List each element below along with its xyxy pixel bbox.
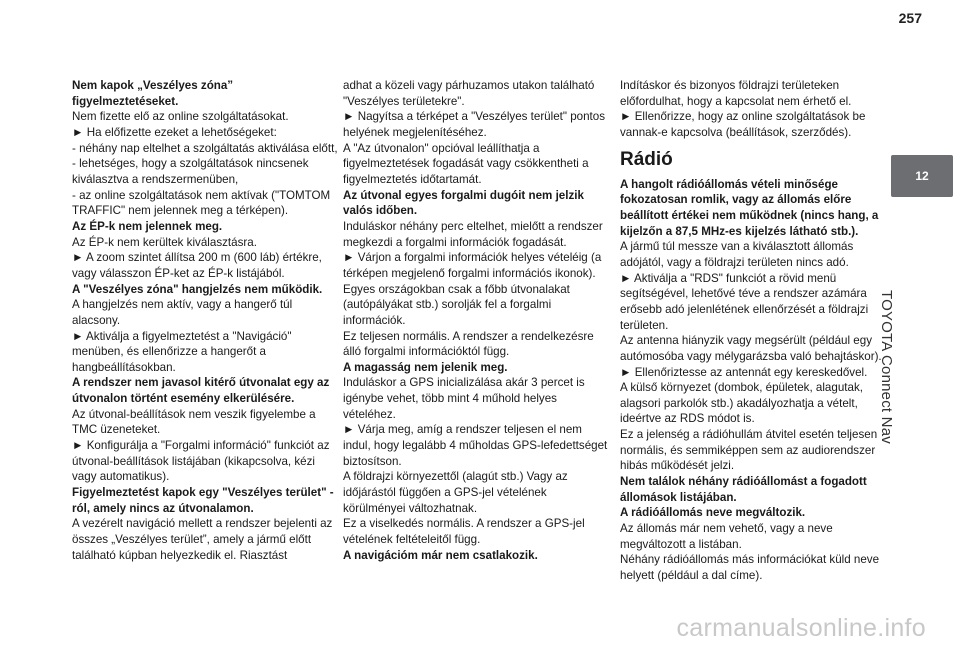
paragraph: ► Ha előfizette ezeket a lehetőségeket: [72, 125, 277, 139]
question-heading: Nem találok néhány rádióállomást a fogadott állomások listájában. [620, 475, 867, 504]
text-column-1 [72, 78, 340, 563]
paragraph: ► Aktiválja a "RDS" funkciót a rövid menü segítségével, lehetővé téve a rendszer azámára erősebb adó jelenlétének ellenőrzését a földrajzi területen. [620, 271, 869, 332]
paragraph: ► Ellenőriztesse az antennát egy kereskedővel. [620, 365, 868, 379]
question-heading: Az ÉP-k nem jelennek meg. [72, 219, 223, 233]
text-column-2 [343, 78, 611, 563]
question-heading: A rendszer nem javasol kitérő útvonalat egy az útvonalon történt esemény elkerülésére. [72, 376, 330, 406]
paragraph: Egyes országokban csak a főbb útvonalakat (autópályákat stb.) sorolják fel a forgalmi információk. [343, 282, 570, 327]
paragraph: A "Az útvonalon" opcióval leállíthatja a figyelmeztetések fogadását vagy csökkentheti a figyelmeztetés időtartamát. [343, 141, 589, 186]
page-number: 257 [898, 10, 922, 26]
paragraph: - lehetséges, hogy a szolgáltatások nincsenek kiválasztva a rendszermenüben, [72, 157, 309, 186]
question-heading: A "Veszélyes zóna" hangjelzés nem működik. [72, 282, 323, 296]
paragraph: Ez a jelenség a rádióhullám átvitel esetén teljesen normális, és semmiképpen sem az audiorendszer hibás működését jelzi. [620, 428, 878, 473]
paragraph: A külső környezet (dombok, épületek, alagutak, alagsori parkolók stb.) akadályozhatja a vételt, ideértve az RDS módot is. [620, 381, 863, 426]
chapter-number: 12 [915, 169, 929, 183]
paragraph: ► Aktiválja a figyelmeztetést a "Navigáció" menüben, és ellenőrizze a hangerőt a hangbeállításokban. [72, 329, 292, 374]
paragraph: ► Várjon a forgalmi információk helyes vételéig (a térképen megjelenő forgalmi információs ikonok). [343, 251, 602, 280]
paragraph: - az online szolgáltatások nem aktívak ("TOMTOM TRAFFIC" nem jelennek meg a térképen). [72, 188, 331, 218]
paragraph: A földrajzi környezettől (alagút stb.) Vagy az időjárástól függően a GPS-jel vételének körülményei változhatnak. [343, 470, 568, 515]
question-heading: Nem kapok „Veszélyes zóna” figyelmeztetéseket. [72, 79, 234, 108]
question-heading: A rádióállomás neve megváltozik. [620, 506, 806, 520]
chapter-title: TOYOTA Connect Nav [878, 290, 895, 444]
question-heading: Figyelmeztetést kapok egy "Veszélyes terület" -ról, amely nincs az útvonalamon. [72, 486, 334, 515]
paragraph: A jármű túl messze van a kiválasztott állomás adójától, vagy a földrajzi területen nincs adó. [620, 240, 854, 269]
paragraph: Ez teljesen normális. A rendszer a rendelkezésre álló forgalmi információktól függ. [343, 329, 594, 359]
paragraph: A hangjelzés nem aktív, vagy a hangerő túl alacsony. [72, 298, 293, 327]
paragraph: ► Konfigurálja a "Forgalmi információ" funkciót az útvonal-beállítások listájában (kikapcsolva, kézi vagy automatikus). [72, 439, 330, 484]
question-heading: A navigációm már nem csatlakozik. [343, 548, 538, 562]
paragraph: Induláskor néhány perc eltelhet, mielőtt a rendszer megkezdi a forgalmi információk fogadását. [343, 219, 603, 249]
paragraph: ► Nagyítsa a térképet a "Veszélyes terület" pontos helyének megjelenítéséhez. [343, 110, 606, 139]
paragraph: adhat a közeli vagy párhuzamos utakon található "Veszélyes területekre". [343, 79, 595, 108]
text-column-3 [620, 78, 888, 584]
question-heading: A magasság nem jelenik meg. [343, 360, 508, 374]
paragraph: ► A zoom szintet állítsa 200 m (600 láb) értékre, vagy válasszon ÉP-ket az ÉP-k listájából. [72, 251, 322, 280]
paragraph: ► Várja meg, amíg a rendszer teljesen el nem indul, hogy legalább 4 műholdas GPS-lefedettséget biztosítson. [343, 423, 608, 468]
paragraph: A vezérelt navigáció mellett a rendszer bejelenti az összes „Veszélyes terület”, amely a jármű előtt található kúpban helyezkedik el. Riasztást [72, 517, 333, 562]
paragraph: Ez a viselkedés normális. A rendszer a GPS-jel vételének feltételeitől függ. [343, 517, 585, 547]
paragraph: - néhány nap eltelhet a szolgáltatás aktiválása előtt, [72, 141, 338, 155]
paragraph: Az ÉP-k nem kerültek kiválasztásra. [72, 235, 257, 249]
section-heading: Rádió [620, 148, 673, 170]
question-heading: A hangolt rádióállomás vételi minősége fokozatosan romlik, vagy az állomás előre beállított értékei nem működnek (nincs hang, a kijelzőn a 87,5 MHz-es kijelzés látható stb.). [620, 177, 879, 238]
paragraph: Az állomás már nem vehető, vagy a neve megváltozott a listában. [620, 522, 833, 551]
question-heading: Az útvonal egyes forgalmi dugóit nem jelzik valós időben. [343, 188, 584, 218]
paragraph: ► Ellenőrizze, hogy az online szolgáltatások be vannak-e kapcsolva (beállítások, szerződés). [620, 110, 866, 139]
paragraph: Induláskor a GPS inicializálása akár 3 percet is igénybe vehet, több mint 4 műhold helyes vételéhez. [343, 376, 585, 421]
paragraph: Az antenna hiányzik vagy megsérült (például egy autómosóba vagy mélygarázsba való behajtáskor). [620, 334, 882, 363]
paragraph: Néhány rádióállomás más információkat küld neve helyett (például a dal címe). [620, 553, 880, 583]
paragraph: Az útvonal-beállítások nem veszik figyelembe a TMC üzeneteket. [72, 407, 316, 437]
paragraph: Indításkor és bizonyos földrajzi területeken előfordulhat, hogy a kapcsolat nem érhető el. [620, 79, 852, 108]
paragraph: Nem fizette elő az online szolgáltatásokat. [72, 110, 289, 124]
watermark: carmanualsonline.info [676, 614, 926, 642]
chapter-tab [891, 155, 953, 197]
